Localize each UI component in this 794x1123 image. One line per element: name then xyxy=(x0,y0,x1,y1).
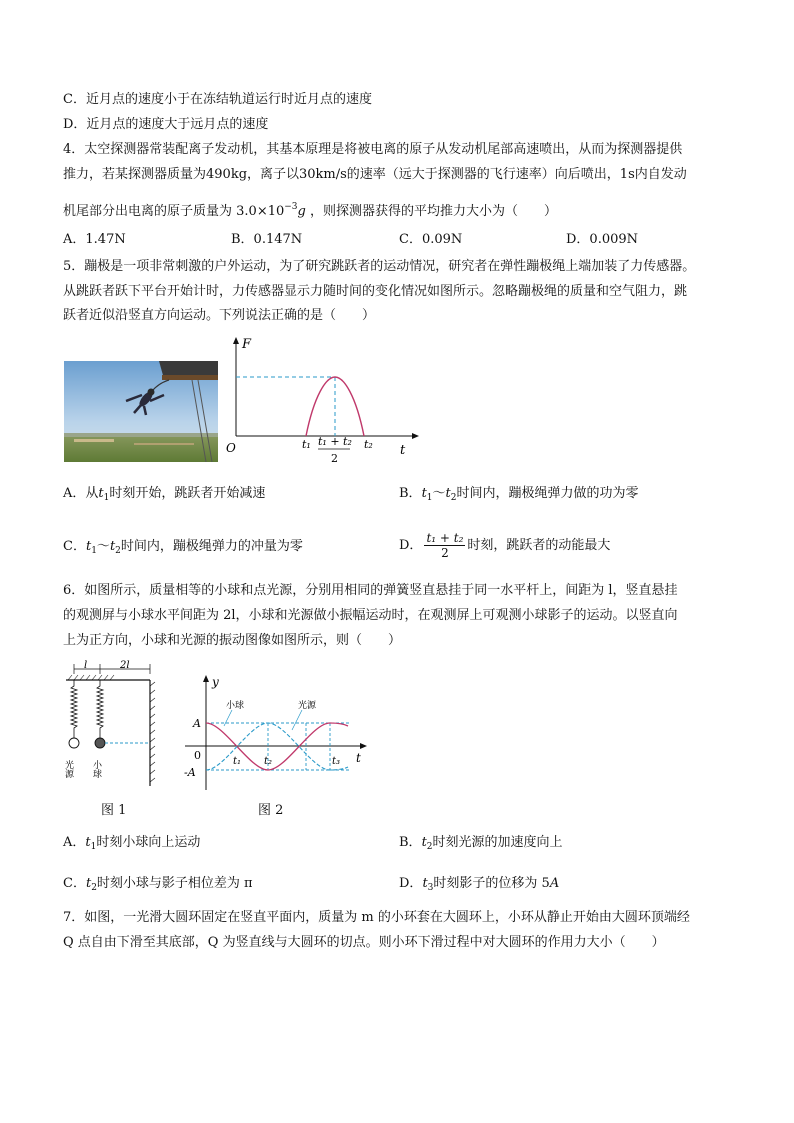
q5-c-t1: t xyxy=(85,539,92,554)
q4-mass-exponent: −3 xyxy=(284,202,298,212)
figure-2-caption: 图 2 xyxy=(258,803,284,818)
q5-line-3: 跃者近似沿竖直方向运动。下列说法正确的是（ ） xyxy=(63,308,376,323)
q5-b-s2: 2 xyxy=(450,493,457,503)
option-d-previous: D．近月点的速度大于远月点的速度 xyxy=(63,117,269,132)
q6-d-t: t xyxy=(422,876,428,891)
q4-mass-value: 3.0×10 xyxy=(236,204,285,219)
q4-line-3-suffix: ，则探测器获得的平均推力大小为（ ） xyxy=(310,204,558,219)
bungee-jump-photo xyxy=(64,361,218,462)
q6-a-prefix: A． xyxy=(63,835,86,850)
t1-label: t₁ xyxy=(233,756,242,767)
q5-option-d xyxy=(399,528,610,564)
q4-option-c: C．0.09N xyxy=(399,232,463,247)
q6-c-t: t xyxy=(85,876,92,891)
q4-option-d: D．0.009N xyxy=(566,232,639,247)
force-time-graph xyxy=(222,336,422,466)
label-light-source: 光源 xyxy=(63,760,73,778)
q7-line-2: Q 点自由下滑至其底部，Q 为竖直线与大圆环的切点。则小环下滑过程中对大圆环的作用力大小（ ） xyxy=(63,935,665,950)
q4-line-3-prefix: 机尾部分出电离的原子质量为 xyxy=(63,204,233,219)
q4-line-2: 推力，若某探测器质量为490kg，离子以30km/s的速率（远大于探测器的飞行速率）向后喷出，1s内自发动 xyxy=(63,167,687,182)
amplitude-positive: A xyxy=(193,717,201,730)
q5-d-prefix: D． xyxy=(399,538,423,553)
q5-option-a xyxy=(63,484,265,508)
amplitude-negative: -A xyxy=(184,766,196,779)
q6-b-text: 时刻光源的加速度向上 xyxy=(432,835,563,850)
q4-option-b: B．0.147N xyxy=(231,232,303,247)
q5-c-t2: t xyxy=(109,539,116,554)
q5-c-tilde: ～ xyxy=(96,539,110,554)
t1-label: t₁ xyxy=(302,438,311,451)
q6-a-text: 时刻小球向上运动 xyxy=(96,835,201,850)
curve-label-source: 光源 xyxy=(298,701,317,711)
q5-c-s1: 1 xyxy=(91,546,97,556)
q6-line-3: 上为正方向，小球和光源的振动图像如图所示，则（ ） xyxy=(63,633,402,648)
q5-b-t1: t xyxy=(421,486,427,501)
q6-option-b xyxy=(399,833,563,857)
y-axis-label: y xyxy=(212,675,219,689)
q5-c-prefix: C． xyxy=(63,539,86,554)
x-axis-label: t xyxy=(356,751,361,765)
q5-b-tilde: ～ xyxy=(432,486,446,501)
x-axis-arrow xyxy=(412,433,419,439)
q7-line-1: 7．如图，一光滑大圆环固定在竖直平面内，质量为 m 的小环套在大圆环上，小环从静止开始由大圆环顶端经 xyxy=(63,910,690,925)
q5-c-text: 时间内，蹦极绳弹力的冲量为零 xyxy=(120,539,303,554)
midpoint-numerator: t₁ + t₂ xyxy=(318,435,352,448)
q5-line-2: 从跳跃者跃下平台开始计时，力传感器显示力随时间的变化情况如图所示。忽略蹦极绳的质量和空气阻力，跳 xyxy=(63,284,688,299)
q6-d-sub: 3 xyxy=(427,883,434,893)
q6-c-text: 时刻小球与影子相位差为 π xyxy=(96,876,253,891)
q5-a-prefix: A．从 xyxy=(63,486,99,501)
q6-a-sub: 1 xyxy=(90,842,97,852)
q5-d-denominator: 2 xyxy=(441,546,449,560)
dimension-l: l xyxy=(84,660,88,671)
q5-option-b xyxy=(399,484,639,508)
q6-option-d xyxy=(399,874,559,898)
q6-line-1: 6．如图所示，质量相等的小球和点光源，分别用相同的弹簧竖直悬挂于同一水平杆上，间距为 l，竖直悬挂 xyxy=(63,583,678,598)
q4-line-1: 4．太空探测器常装配离子发动机，其基本原理是将被电离的原子从发动机尾部高速喷出，从而为探测器提供 xyxy=(63,142,683,157)
y-axis-arrow xyxy=(233,337,239,344)
origin-label: 0 xyxy=(194,749,201,762)
q4-mass-unit: g xyxy=(297,204,306,219)
q5-b-s1: 1 xyxy=(426,493,433,503)
q6-option-c xyxy=(63,874,253,898)
q5-a-sub: 1 xyxy=(103,493,110,503)
q6-b-sub: 2 xyxy=(426,842,433,852)
t2-label: t₂ xyxy=(364,438,373,451)
q5-c-s2: 2 xyxy=(115,546,121,556)
q5-a-t: t xyxy=(98,486,104,501)
q6-d-prefix: D． xyxy=(399,876,423,891)
q6-a-t: t xyxy=(85,835,91,850)
x-axis-label: t xyxy=(400,443,406,458)
option-c-previous: C．近月点的速度小于在冻结轨道运行时近月点的速度 xyxy=(63,92,372,107)
q5-d-numerator: t₁ + t₂ xyxy=(426,531,464,545)
q5-b-text: 时间内，蹦极绳弹力做的功为零 xyxy=(456,486,639,501)
q5-b-prefix: B． xyxy=(399,486,422,501)
y-axis-label: F xyxy=(242,337,252,352)
label-ball: 小球 xyxy=(91,760,101,778)
small-ball xyxy=(95,738,105,748)
q6-line-2: 的观测屏与小球水平间距为 2l，小球和光源做小振幅运动时，在观测屏上可观测小球影子的运动。以竖直向 xyxy=(63,608,678,623)
t3-label: t₃ xyxy=(332,756,341,767)
q5-d-text: 时刻，跳跃者的动能最大 xyxy=(467,538,611,553)
light-source xyxy=(69,738,79,748)
q5-b-t2: t xyxy=(445,486,451,501)
q6-option-a xyxy=(63,833,200,857)
q6-d-text: 时刻影子的位移为 5 xyxy=(433,876,550,891)
q5-line-1: 5．蹦极是一项非常刺激的户外运动，为了研究跳跃者的运动情况，研究者在弹性蹦极绳上端加装了力传感器。 xyxy=(63,259,696,274)
midpoint-denominator: 2 xyxy=(331,452,338,465)
q6-c-sub: 2 xyxy=(91,883,97,893)
q6-b-t: t xyxy=(421,835,427,850)
q6-figure-2-graph xyxy=(180,672,370,794)
q6-figure-1-apparatus xyxy=(62,660,162,790)
q4-option-a: A．1.47N xyxy=(63,232,126,247)
figure-1-caption: 图 1 xyxy=(101,803,127,818)
q5-d-fraction xyxy=(424,531,465,560)
q6-d-amplitude: A xyxy=(549,876,560,891)
ball-spring xyxy=(97,680,103,738)
q6-b-prefix: B． xyxy=(399,835,422,850)
dimension-2l: 2l xyxy=(120,660,130,671)
source-spring xyxy=(71,680,77,738)
q6-c-prefix: C． xyxy=(63,876,86,891)
origin-label: O xyxy=(226,441,236,455)
q4-line-3 xyxy=(63,197,754,222)
t2-label: t₂ xyxy=(264,756,273,767)
q5-option-c xyxy=(63,537,303,561)
q5-a-text: 时刻开始，跳跃者开始减速 xyxy=(109,486,266,501)
curve-label-ball: 小球 xyxy=(226,701,245,711)
